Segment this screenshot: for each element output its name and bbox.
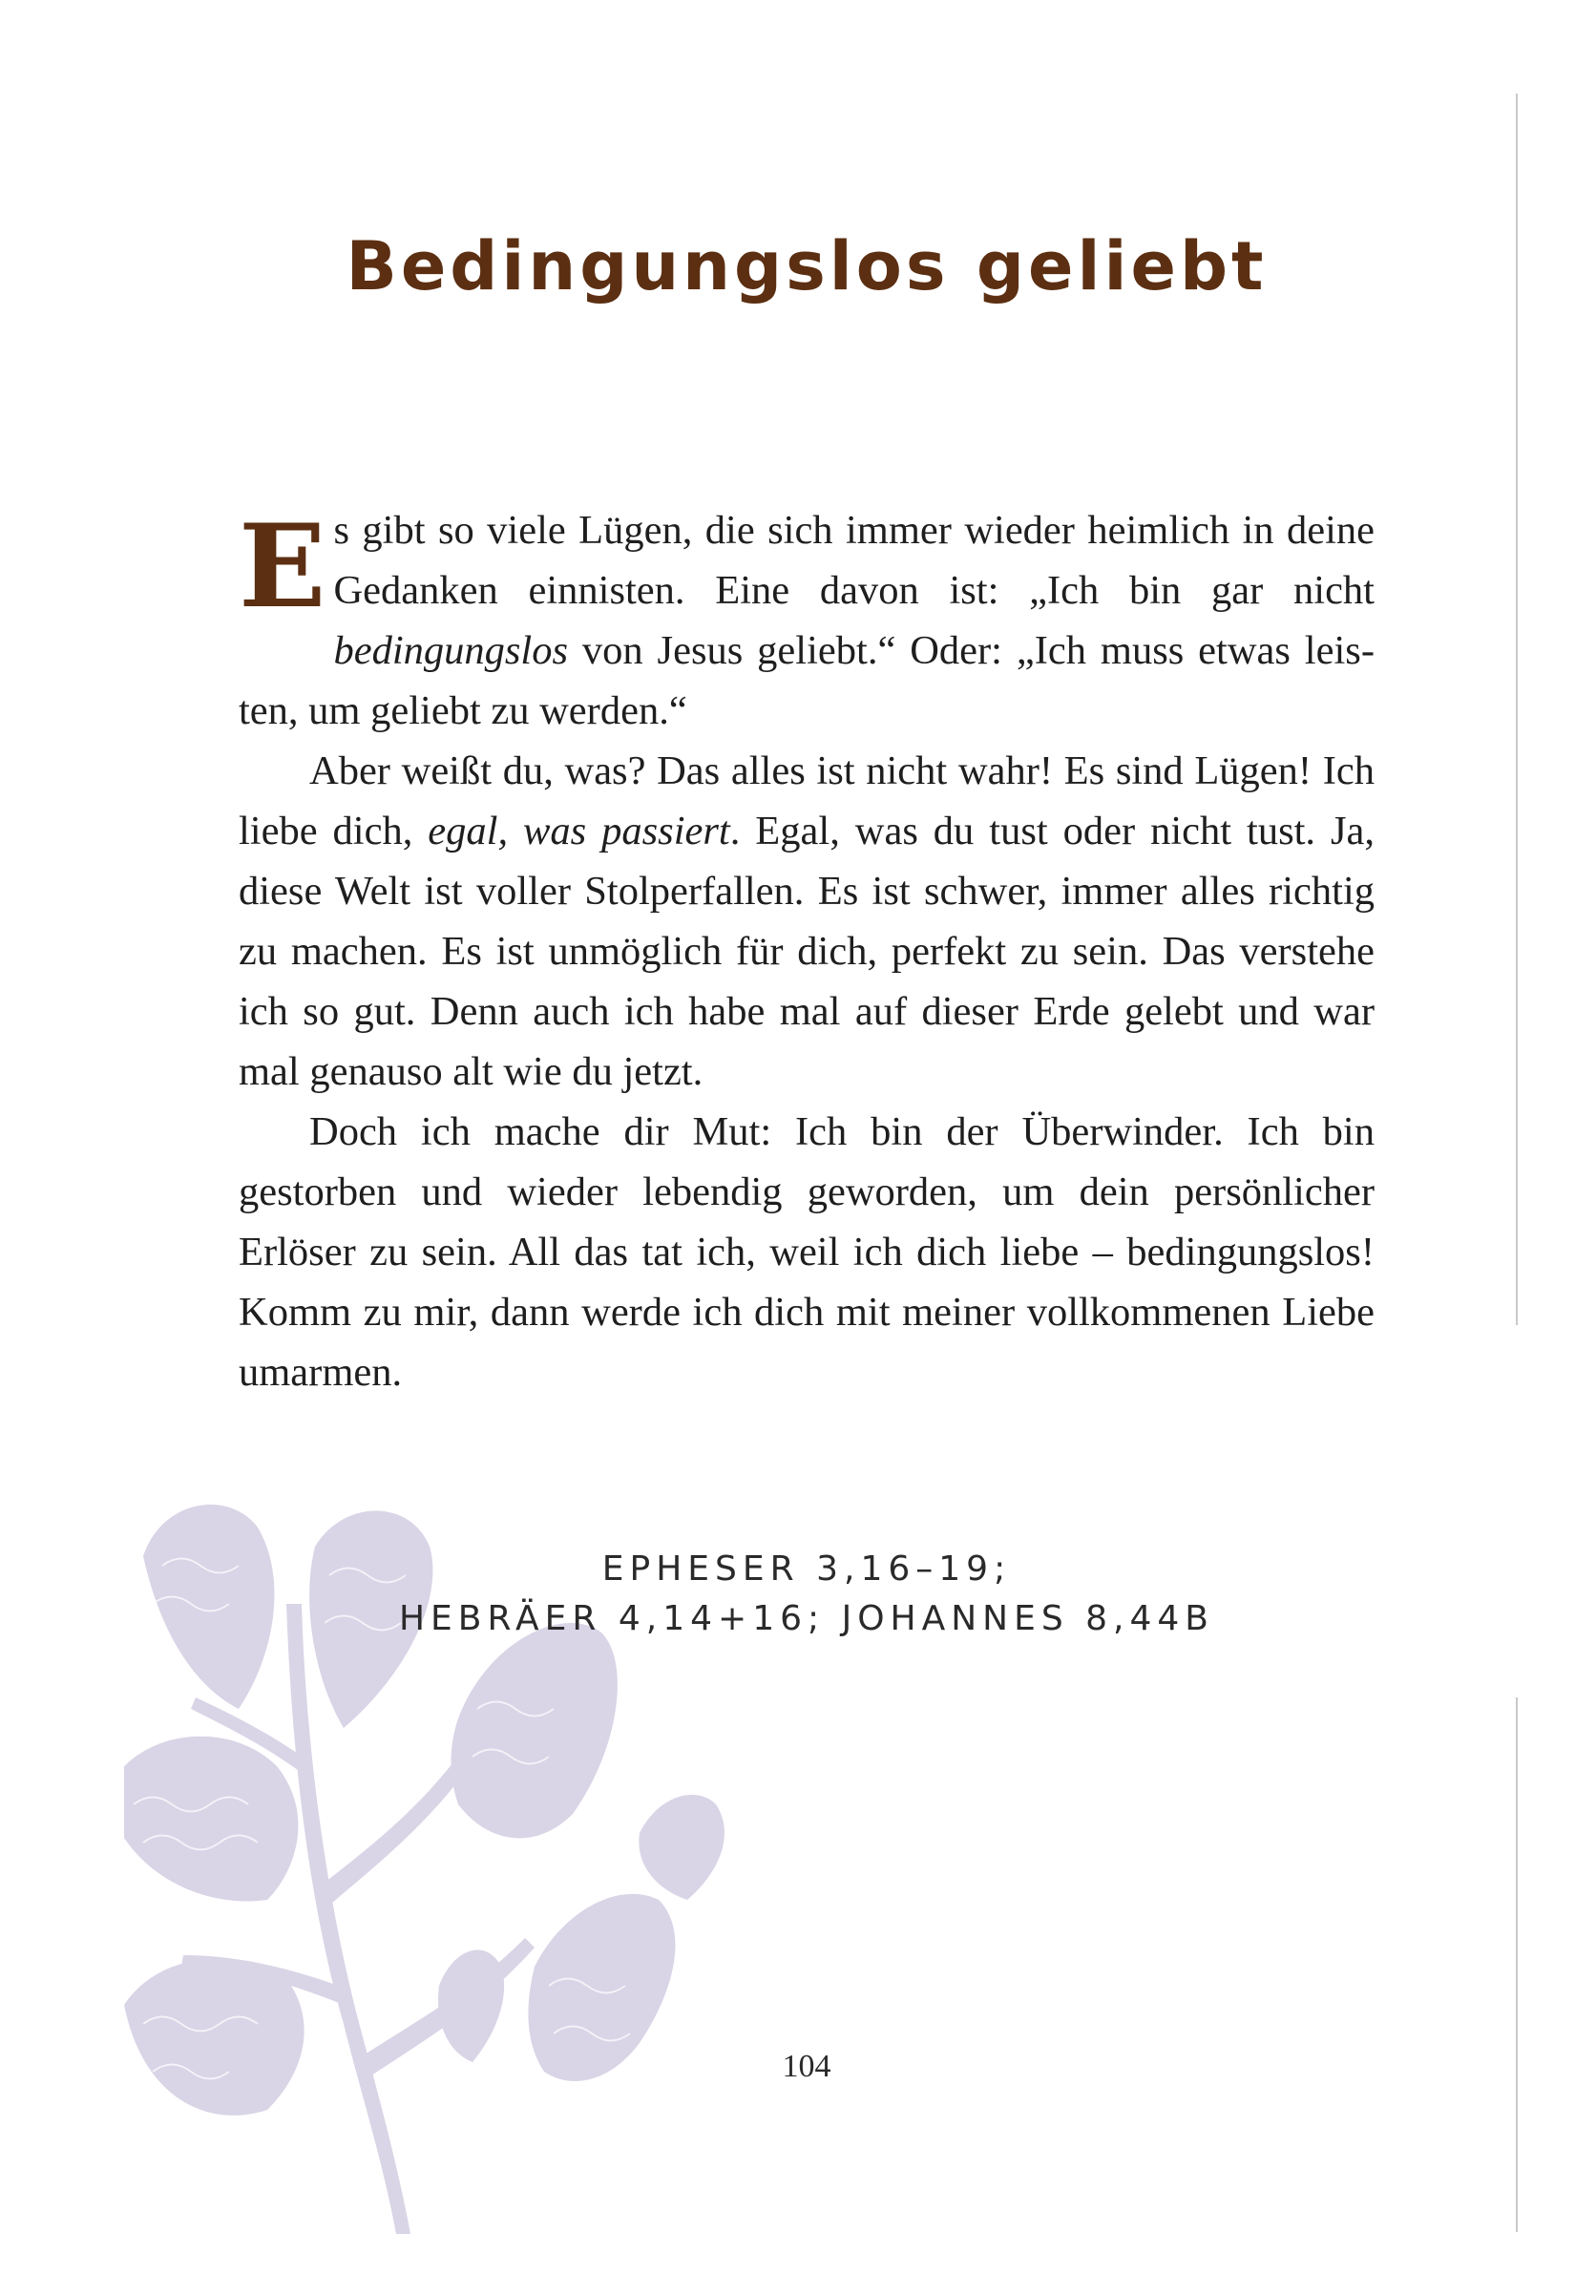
paragraph-3: Doch ich mache dir Mut: Ich bin der Überwinder. Ich bin gestorben und wieder lebendig geworden, um dein persönlicher Erlöser zu sein. All das tat ich, weil ich dich liebe – bedingungslos! Komm zu mir, dann werde ich dich mit meiner vollkommenen Liebe umarmen. (239, 1109, 1375, 1395)
paragraph-1-text-end: von Jesus geliebt.“ Oder: „Ich muss etwas leisten, um geliebt zu werden.“ (239, 628, 1375, 733)
page-edge-line-bottom (1516, 1697, 1518, 2232)
page-title: Bedingungslos geliebt (346, 227, 1268, 305)
paragraph-1 (239, 500, 1375, 741)
paragraph-2 (239, 741, 1375, 1102)
paragraph-2-text-end: . Egal, was du tust oder nicht tust. Ja, diese Welt ist voller Stolperfallen. Es ist schwer, immer alles richtig zu machen. Es ist unmöglich für dich, perfekt zu sein. Das verstehe ich so gut. Denn auch ich habe mal auf dieser Erde gelebt und war mal genauso alt wie du jetzt. (239, 809, 1376, 1094)
paragraph-1-emphasis: bedingungslos (333, 628, 569, 673)
paragraph-2-emphasis: egal, was passiert (428, 809, 730, 853)
drop-cap: E (239, 499, 326, 634)
bible-reference (0, 1545, 1596, 1644)
paragraph-2-text: Aber weißt du, was? Das alles ist nicht wahr! Es sind Lügen! Ich liebe dich, (239, 748, 1375, 853)
page-number: 104 (782, 2049, 831, 2084)
bible-reference-line-1: EPHESER 3,16–19; (601, 1549, 1012, 1589)
body-text (239, 500, 1375, 1402)
paragraph-1-text: s gibt so viele Lügen, die sich immer wieder heimlich in deine Gedanken einnisten. Eine davon ist: „Ich bin gar nicht (333, 508, 1375, 613)
bible-reference-line-2: HEBRÄER 4,14+16; JOHANNES 8,44B (398, 1599, 1214, 1638)
